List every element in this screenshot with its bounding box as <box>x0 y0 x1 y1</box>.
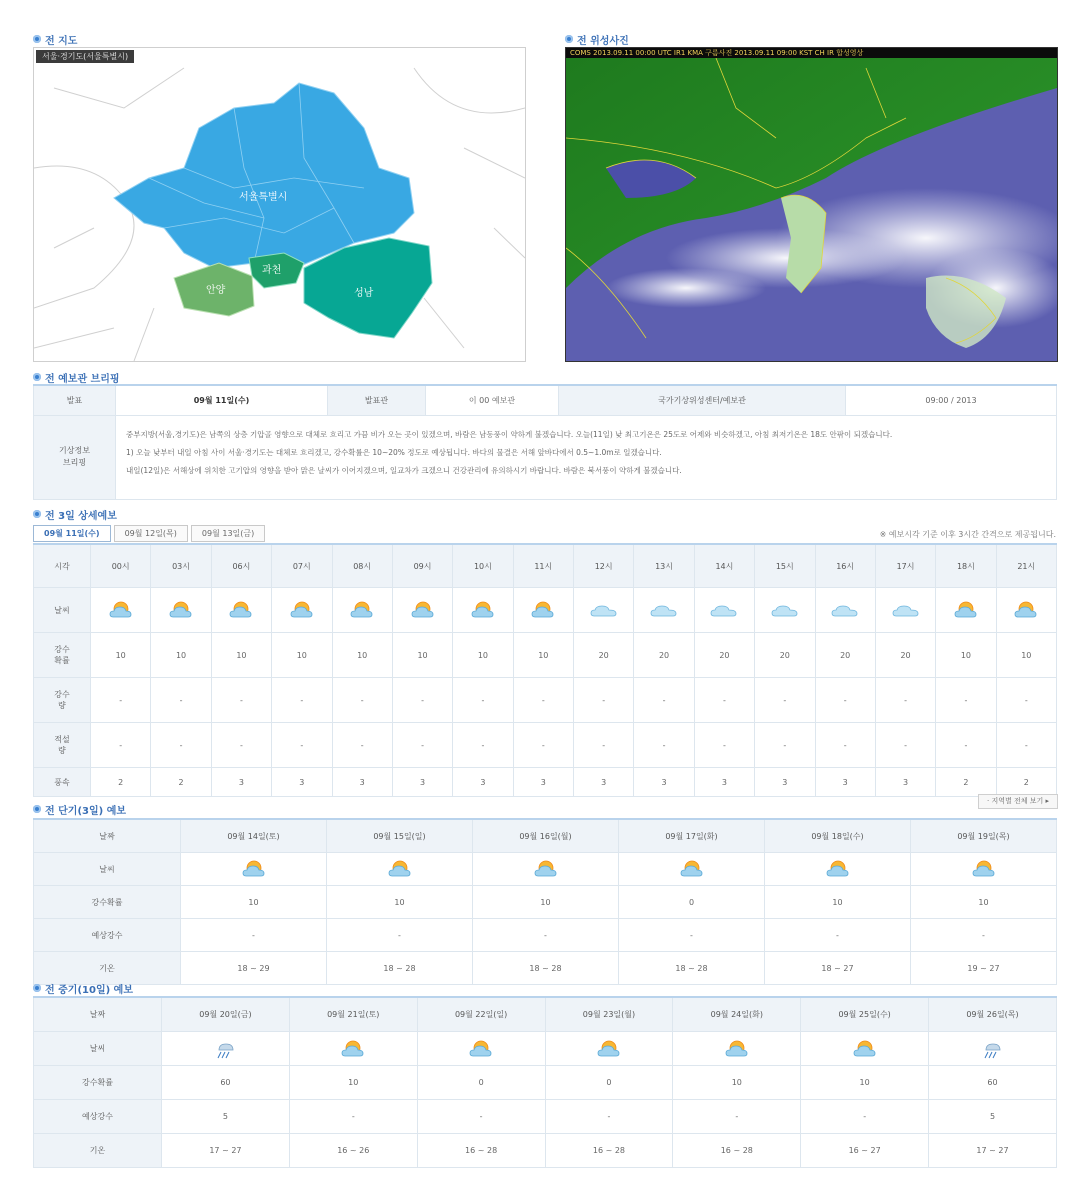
hourly-row-rain_prob <box>34 633 1057 678</box>
hourly-rain_amt-cell: - <box>875 678 935 723</box>
mid-dates-cell: 09월 26일(목) <box>929 997 1057 1032</box>
partly-cloudy-icon <box>339 1038 367 1060</box>
rain-icon <box>211 1038 239 1060</box>
hourly-wind-cell: 2 <box>91 768 151 797</box>
hourly-rain_amt-cell: - <box>272 678 332 723</box>
partly-cloudy-icon <box>469 599 497 621</box>
mid-rain_prob-cell: 60 <box>162 1066 290 1100</box>
mid-rain_prob-cell: 10 <box>801 1066 929 1100</box>
hourly-note: ※ 예보시각 기준 이후 3시간 간격으로 제공됩니다. <box>879 530 1056 539</box>
mid-rain_amt-cell: - <box>545 1100 673 1134</box>
cloudy-icon <box>710 599 738 621</box>
partly-cloudy-icon <box>288 599 316 621</box>
hourly-weather-cell <box>392 588 452 633</box>
short-temp-cell: 18 ~ 29 <box>181 952 327 985</box>
briefing-header-cell: 발표 <box>34 385 116 415</box>
hourly-row-snow <box>34 723 1057 768</box>
hourly-times-cell: 00시 <box>91 544 151 588</box>
hourly-weather-cell <box>151 588 211 633</box>
hourly-rain_prob-cell: 10 <box>392 633 452 678</box>
partly-cloudy-icon <box>529 599 557 621</box>
satellite-title-text: 전 위성사진 <box>577 35 629 47</box>
mid-temp-cell: 16 ~ 28 <box>417 1134 545 1168</box>
short-weather-cell <box>181 853 327 886</box>
satellite-section-title <box>565 32 629 46</box>
hourly-times-cell: 14시 <box>694 544 754 588</box>
short-rain_prob-cell: 0 <box>619 886 765 919</box>
mid-weather-cell <box>289 1032 417 1066</box>
bullet-icon <box>33 35 41 43</box>
short-row-label: 날씨 <box>34 853 181 886</box>
hourly-rain_prob-cell: 20 <box>875 633 935 678</box>
view-all-button[interactable]: · 지역별 전체 보기 ▸ <box>978 794 1058 809</box>
hourly-rain_amt-cell: - <box>513 678 573 723</box>
bullet-icon <box>33 805 41 813</box>
day-tabs <box>33 525 265 542</box>
hourly-times-cell: 12시 <box>574 544 634 588</box>
hourly-weather-cell <box>332 588 392 633</box>
hourly-snow-cell: - <box>815 723 875 768</box>
mid-row-label: 기온 <box>34 1134 162 1168</box>
mid-rain_amt-cell: 5 <box>929 1100 1057 1134</box>
hourly-weather-cell <box>211 588 271 633</box>
mid-rain_prob-cell: 0 <box>417 1066 545 1100</box>
hourly-wind-cell: 3 <box>634 768 694 797</box>
briefing-header-cell: 09:00 / 2013 <box>846 385 1057 415</box>
short-weather-cell <box>619 853 765 886</box>
hourly-wind-cell: 3 <box>332 768 392 797</box>
short-dates-cell: 09월 17일(화) <box>619 819 765 853</box>
short-rain_amt-cell: - <box>473 919 619 952</box>
hourly-snow-cell: - <box>211 723 271 768</box>
hourly-snow-cell: - <box>513 723 573 768</box>
hourly-wind-cell: 3 <box>211 768 271 797</box>
hourly-rain_amt-cell: - <box>332 678 392 723</box>
short-row-icons <box>34 853 1057 886</box>
mid-weather-cell <box>801 1032 929 1066</box>
short-rain_prob-cell: 10 <box>327 886 473 919</box>
mid-title-text: 전 중기(10일) 예보 <box>45 984 133 996</box>
mid-dates-cell: 09월 23일(월) <box>545 997 673 1032</box>
hourly-snow-cell: - <box>996 723 1056 768</box>
hourly-snow-cell: - <box>91 723 151 768</box>
short-table <box>33 818 1057 985</box>
mid-weather-cell <box>929 1032 1057 1066</box>
hourly-wind-cell: 3 <box>453 768 513 797</box>
hourly-snow-cell: - <box>694 723 754 768</box>
briefing-table <box>33 384 1057 500</box>
hourly-row-label: 날씨 <box>34 588 91 633</box>
partly-cloudy-icon <box>723 1038 751 1060</box>
partly-cloudy-icon <box>851 1038 879 1060</box>
hourly-rain_prob-cell: 10 <box>453 633 513 678</box>
hourly-times-cell: 16시 <box>815 544 875 588</box>
partly-cloudy-icon <box>167 599 195 621</box>
hourly-row-rain_amt <box>34 678 1057 723</box>
hourly-weather-cell <box>815 588 875 633</box>
hourly-row-label: 적설 량 <box>34 723 91 768</box>
hourly-times-cell: 21시 <box>996 544 1056 588</box>
briefing-text <box>116 415 1057 499</box>
short-row-rain_prob <box>34 886 1057 919</box>
briefing-paragraph: 내일(12일)은 서해상에 위치한 고기압의 영향을 받아 맑은 날씨가 이어지겠으며, 일교차가 크겠으니 건강관리에 유의하시기 바랍니다. 바람은 북서풍이 약하게 불겠습니다. <box>126 466 682 475</box>
short-row-rain_amt <box>34 919 1057 952</box>
mid-weather-cell <box>162 1032 290 1066</box>
hourly-weather-cell <box>574 588 634 633</box>
short-temp-cell: 18 ~ 27 <box>765 952 911 985</box>
hourly-rain_amt-cell: - <box>574 678 634 723</box>
partly-cloudy-icon <box>467 1038 495 1060</box>
short-dates-cell: 09월 18일(수) <box>765 819 911 853</box>
hourly-rain_prob-cell: 10 <box>211 633 271 678</box>
hourly-rain_amt-cell: - <box>996 678 1056 723</box>
mid-rain_prob-cell: 10 <box>289 1066 417 1100</box>
hourly-rain_prob-cell: 10 <box>91 633 151 678</box>
hourly-wind-cell: 3 <box>392 768 452 797</box>
partly-cloudy-icon <box>1012 599 1040 621</box>
hourly-wind-cell: 3 <box>875 768 935 797</box>
hourly-snow-cell: - <box>875 723 935 768</box>
hourly-rain_prob-cell: 20 <box>574 633 634 678</box>
mid-rain_prob-cell: 10 <box>673 1066 801 1100</box>
short-weather-cell <box>911 853 1057 886</box>
cloudy-icon <box>831 599 859 621</box>
map-drawing <box>34 48 525 361</box>
hourly-times-cell: 06시 <box>211 544 271 588</box>
short-weather-cell <box>327 853 473 886</box>
hourly-rain_amt-cell: - <box>151 678 211 723</box>
hourly-wind-cell: 2 <box>936 768 996 797</box>
bullet-icon <box>33 984 41 992</box>
mid-temp-cell: 16 ~ 26 <box>289 1134 417 1168</box>
hourly-snow-cell: - <box>936 723 996 768</box>
hourly-wind-cell: 2 <box>996 768 1056 797</box>
hourly-times-cell: 13시 <box>634 544 694 588</box>
hourly-rain_prob-cell: 20 <box>634 633 694 678</box>
short-rain_amt-cell: - <box>181 919 327 952</box>
hourly-table <box>33 543 1057 797</box>
hourly-times-cell: 18시 <box>936 544 996 588</box>
short-row-dates <box>34 819 1057 853</box>
mid-row-rain_amt <box>34 1100 1057 1134</box>
tab-day-3[interactable]: 09월 13일(금) <box>191 525 265 542</box>
mid-temp-cell: 17 ~ 27 <box>162 1134 290 1168</box>
hourly-rain_amt-cell: - <box>392 678 452 723</box>
hourly-row-times <box>34 544 1057 588</box>
hourly-wind-cell: 3 <box>815 768 875 797</box>
hourly-rain_amt-cell: - <box>453 678 513 723</box>
mid-rain_amt-cell: - <box>801 1100 929 1134</box>
region-map[interactable] <box>33 47 526 362</box>
satellite-header: COMS 2013.09.11 00:00 UTC IR1 KMA 구름사진 2013.09.11 09:00 KST CH IR 합성영상 <box>566 48 1057 58</box>
hourly-snow-cell: - <box>755 723 815 768</box>
mid-row-label: 예상강수 <box>34 1100 162 1134</box>
mid-temp-cell: 16 ~ 28 <box>545 1134 673 1168</box>
mid-row-icons <box>34 1032 1057 1066</box>
mid-rain_amt-cell: - <box>417 1100 545 1134</box>
briefing-paragraph: 중부지방(서울,경기도)은 남쪽의 상층 기압골 영향으로 대체로 흐리고 가끔 비가 오는 곳이 있겠으며, 바람은 남동풍이 약하게 불겠습니다. 오늘(11일) 낮 최고기온은 25도로 어제와 비슷하겠고, 아침 최저기온은 18도 안팎이 되겠습니다. <box>126 430 893 439</box>
short-rain_amt-cell: - <box>327 919 473 952</box>
hourly-snow-cell: - <box>332 723 392 768</box>
hourly-wind-cell: 2 <box>151 768 211 797</box>
map-label-seoul: 서울특별시 <box>239 192 288 203</box>
short-dates-cell: 09월 14일(토) <box>181 819 327 853</box>
short-dates-cell: 09월 16일(월) <box>473 819 619 853</box>
cloudy-icon <box>650 599 678 621</box>
mid-dates-cell: 09월 25일(수) <box>801 997 929 1032</box>
short-title-text: 전 단기(3일) 예보 <box>45 805 127 817</box>
hourly-times-cell: 08시 <box>332 544 392 588</box>
mid-row-label: 날짜 <box>34 997 162 1032</box>
hourly-weather-cell <box>996 588 1056 633</box>
map-label-anyang: 안양 <box>206 285 226 296</box>
hourly-rain_prob-cell: 10 <box>332 633 392 678</box>
satellite-drawing <box>566 48 1057 361</box>
hourly-weather-cell <box>936 588 996 633</box>
cloudy-icon <box>590 599 618 621</box>
short-dates-cell: 09월 15일(일) <box>327 819 473 853</box>
hourly-weather-cell <box>694 588 754 633</box>
rain-icon <box>978 1038 1006 1060</box>
short-weather-cell <box>765 853 911 886</box>
short-row-label: 날짜 <box>34 819 181 853</box>
partly-cloudy-icon <box>970 858 998 880</box>
short-rain_prob-cell: 10 <box>911 886 1057 919</box>
mid-section-title <box>33 981 133 995</box>
hourly-section-title <box>33 507 117 521</box>
short-row-temp <box>34 952 1057 985</box>
hourly-row-wind <box>34 768 1057 797</box>
hourly-rain_amt-cell: - <box>694 678 754 723</box>
hourly-weather-cell <box>453 588 513 633</box>
hourly-rain_prob-cell: 20 <box>815 633 875 678</box>
mid-row-rain_prob <box>34 1066 1057 1100</box>
tab-day-2[interactable]: 09월 12일(목) <box>114 525 188 542</box>
hourly-wind-cell: 3 <box>694 768 754 797</box>
cloudy-icon <box>771 599 799 621</box>
briefing-header-cell: 09월 11일(수) <box>116 385 328 415</box>
hourly-rain_prob-cell: 10 <box>272 633 332 678</box>
hourly-times-cell: 07시 <box>272 544 332 588</box>
satellite-image[interactable] <box>565 47 1058 362</box>
briefing-body-row <box>34 415 1057 499</box>
briefing-section-title <box>33 370 120 384</box>
mid-rain_amt-cell: - <box>289 1100 417 1134</box>
short-rain_prob-cell: 10 <box>181 886 327 919</box>
hourly-weather-cell <box>91 588 151 633</box>
hourly-row-icons <box>34 588 1057 633</box>
hourly-rain_amt-cell: - <box>815 678 875 723</box>
mid-row-temp <box>34 1134 1057 1168</box>
short-rain_amt-cell: - <box>619 919 765 952</box>
short-rain_amt-cell: - <box>765 919 911 952</box>
hourly-row-label: 강수 확률 <box>34 633 91 678</box>
hourly-rain_prob-cell: 10 <box>151 633 211 678</box>
mid-row-dates <box>34 997 1057 1032</box>
short-dates-cell: 09월 19일(목) <box>911 819 1057 853</box>
hourly-weather-cell <box>875 588 935 633</box>
briefing-header-cell: 이 00 예보관 <box>426 385 559 415</box>
hourly-wind-cell: 3 <box>755 768 815 797</box>
mid-weather-cell <box>545 1032 673 1066</box>
hourly-row-label: 풍속 <box>34 768 91 797</box>
hourly-rain_prob-cell: 10 <box>996 633 1056 678</box>
short-rain_amt-cell: - <box>911 919 1057 952</box>
mid-rain_amt-cell: 5 <box>162 1100 290 1134</box>
mid-table <box>33 996 1057 1168</box>
partly-cloudy-icon <box>595 1038 623 1060</box>
map-section-title <box>33 32 77 46</box>
mid-row-label: 날씨 <box>34 1032 162 1066</box>
hourly-weather-cell <box>513 588 573 633</box>
hourly-snow-cell: - <box>272 723 332 768</box>
hourly-weather-cell <box>272 588 332 633</box>
hourly-times-cell: 03시 <box>151 544 211 588</box>
hourly-times-cell: 15시 <box>755 544 815 588</box>
short-row-label: 예상강수 <box>34 919 181 952</box>
hourly-times-cell: 11시 <box>513 544 573 588</box>
briefing-row-label: 기상정보 브리핑 <box>34 415 116 499</box>
mid-temp-cell: 17 ~ 27 <box>929 1134 1057 1168</box>
partly-cloudy-icon <box>678 858 706 880</box>
short-rain_prob-cell: 10 <box>473 886 619 919</box>
hourly-snow-cell: - <box>392 723 452 768</box>
hourly-title-text: 전 3일 상세예보 <box>45 510 117 522</box>
map-caption: 서울·경기도(서울특별시) <box>36 50 134 63</box>
hourly-weather-cell <box>634 588 694 633</box>
hourly-times-cell: 09시 <box>392 544 452 588</box>
hourly-rain_prob-cell: 20 <box>694 633 754 678</box>
hourly-weather-cell <box>755 588 815 633</box>
mid-weather-cell <box>673 1032 801 1066</box>
short-weather-cell <box>473 853 619 886</box>
briefing-title-text: 전 예보관 브리핑 <box>45 373 120 385</box>
partly-cloudy-icon <box>824 858 852 880</box>
hourly-row-label: 시각 <box>34 544 91 588</box>
short-row-label: 기온 <box>34 952 181 985</box>
tab-day-1[interactable]: 09월 11일(수) <box>33 525 111 542</box>
hourly-wind-cell: 3 <box>513 768 573 797</box>
mid-rain_prob-cell: 0 <box>545 1066 673 1100</box>
hourly-rain_prob-cell: 20 <box>755 633 815 678</box>
short-temp-cell: 18 ~ 28 <box>327 952 473 985</box>
short-row-label: 강수확률 <box>34 886 181 919</box>
briefing-header-cell: 국가기상위성센터/예보관 <box>559 385 846 415</box>
mid-dates-cell: 09월 20일(금) <box>162 997 290 1032</box>
mid-rain_prob-cell: 60 <box>929 1066 1057 1100</box>
partly-cloudy-icon <box>227 599 255 621</box>
hourly-rain_prob-cell: 10 <box>936 633 996 678</box>
bullet-icon <box>33 373 41 381</box>
hourly-snow-cell: - <box>453 723 513 768</box>
mid-rain_amt-cell: - <box>673 1100 801 1134</box>
hourly-rain_amt-cell: - <box>211 678 271 723</box>
hourly-rain_amt-cell: - <box>936 678 996 723</box>
bullet-icon <box>33 510 41 518</box>
briefing-header-cell: 발표관 <box>328 385 426 415</box>
hourly-rain_amt-cell: - <box>91 678 151 723</box>
partly-cloudy-icon <box>107 599 135 621</box>
hourly-rain_prob-cell: 10 <box>513 633 573 678</box>
hourly-snow-cell: - <box>574 723 634 768</box>
hourly-wind-cell: 3 <box>574 768 634 797</box>
hourly-times-cell: 10시 <box>453 544 513 588</box>
mid-dates-cell: 09월 22일(일) <box>417 997 545 1032</box>
mid-temp-cell: 16 ~ 27 <box>801 1134 929 1168</box>
partly-cloudy-icon <box>532 858 560 880</box>
hourly-rain_amt-cell: - <box>634 678 694 723</box>
partly-cloudy-icon <box>348 599 376 621</box>
partly-cloudy-icon <box>240 858 268 880</box>
short-temp-cell: 19 ~ 27 <box>911 952 1057 985</box>
short-temp-cell: 18 ~ 28 <box>619 952 765 985</box>
map-label-seongnam: 성남 <box>354 288 374 299</box>
briefing-header-row <box>34 385 1057 415</box>
map-label-gwacheon: 과천 <box>262 265 282 276</box>
hourly-snow-cell: - <box>634 723 694 768</box>
partly-cloudy-icon <box>386 858 414 880</box>
map-title-text: 전 지도 <box>45 35 78 47</box>
mid-row-label: 강수확률 <box>34 1066 162 1100</box>
partly-cloudy-icon <box>409 599 437 621</box>
hourly-snow-cell: - <box>151 723 211 768</box>
mid-dates-cell: 09월 21일(토) <box>289 997 417 1032</box>
briefing-paragraph: 1) 오늘 낮부터 내일 아침 사이 서울·경기도는 대체로 흐리겠고, 강수확률은 10~20% 정도로 예상됩니다. 바다의 물결은 서해 앞바다에서 0.5~1.0m로 일겠습니다. <box>126 448 662 457</box>
mid-weather-cell <box>417 1032 545 1066</box>
bullet-icon <box>565 35 573 43</box>
hourly-row-label: 강수 량 <box>34 678 91 723</box>
cloudy-icon <box>892 599 920 621</box>
mid-temp-cell: 16 ~ 28 <box>673 1134 801 1168</box>
partly-cloudy-icon <box>952 599 980 621</box>
mid-dates-cell: 09월 24일(화) <box>673 997 801 1032</box>
hourly-wind-cell: 3 <box>272 768 332 797</box>
hourly-times-cell: 17시 <box>875 544 935 588</box>
short-rain_prob-cell: 10 <box>765 886 911 919</box>
short-temp-cell: 18 ~ 28 <box>473 952 619 985</box>
hourly-rain_amt-cell: - <box>755 678 815 723</box>
short-section-title <box>33 802 126 816</box>
